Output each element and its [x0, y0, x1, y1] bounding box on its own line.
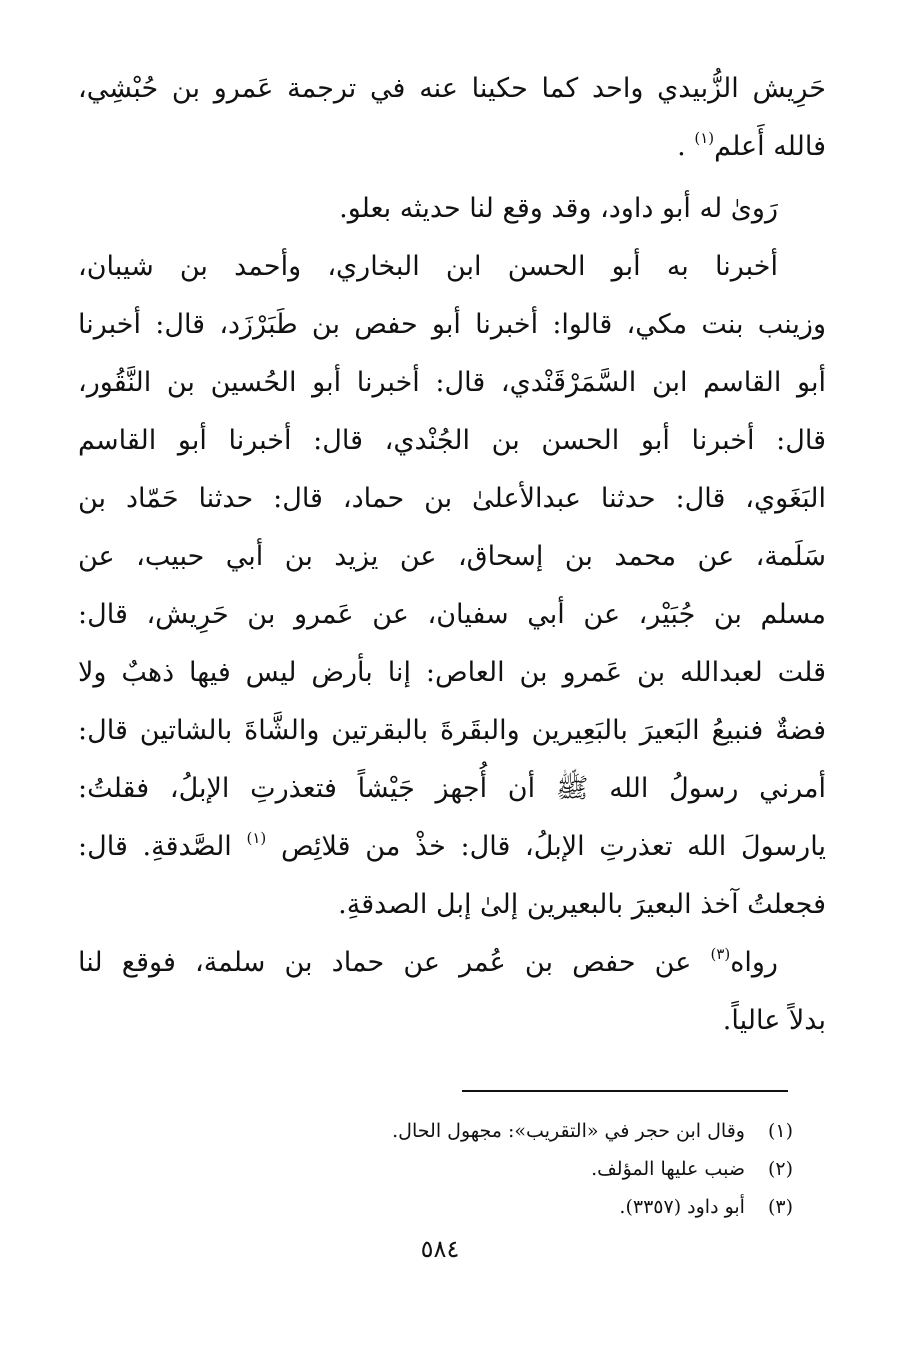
text-segment: فالله أَعلم [714, 131, 826, 162]
text-line: أبو القاسم ابن السَّمَرْقَنْدي، قال: أخبرنا أبو الحُسين بن النَّقُور، [78, 367, 826, 398]
footnote-text: أبو داود (٣٣٥٧). [619, 1196, 745, 1218]
footnote-separator [462, 1090, 788, 1092]
footnote-text: وقال ابن حجر في «التقريب»: مجهول الحال. [392, 1120, 745, 1142]
footnotes [233, 1112, 793, 1226]
footnote-number: (٢) [767, 1158, 793, 1180]
text-line: وزينب بنت مكي، قالوا: أخبرنا أبو حفص بن طَبَرْزَد، قال: أخبرنا [78, 309, 826, 340]
text-line: أمرني رسولُ الله ﷺ أن أُجهز جَيْشاً فتعذرتِ الإبلُ، فقلتُ: [78, 773, 826, 804]
footnote [233, 1188, 793, 1226]
page-number: ٥٨٤ [420, 1235, 460, 1263]
footnote-text: ضبب عليها المؤلف. [591, 1158, 745, 1180]
text-segment: الصَّدقةِ. قال: [78, 831, 232, 862]
text-segment: رواه [730, 947, 778, 978]
footnote-ref: (٣) [710, 945, 731, 963]
text-line [78, 934, 826, 992]
text-segment: . [677, 131, 686, 162]
text-line [78, 118, 826, 176]
text-line: فضةٌ فنبيعُ البَعيرَ بالبَعِيرين والبقَرةَ بالبقرتين والشَّاةَ بالشاتين قال: [78, 715, 826, 746]
text-line: حَرِيش الزُّبيدي واحد كما حكينا عنه في ترجمة عَمرو بن حُبْشِي، [78, 73, 826, 104]
footnote-number: (٣) [767, 1196, 793, 1218]
text-line: البَغَوي، قال: حدثنا عبدالأعلىٰ بن حماد، قال: حدثنا حَمّاد بن [78, 483, 826, 514]
text-line: فجعلتُ آخذ البعيرَ بالبعيرين إلىٰ إبل الصدقةِ. [338, 889, 826, 920]
text-line: بدلاً عالياً. [722, 1005, 826, 1036]
text-segment: عن حفص بن عُمر عن حماد بن سلمة، فوقع لنا [78, 947, 692, 978]
text-segment: يارسولَ الله تعذرتِ الإبلُ، قال: خذْ من قلائِص [280, 831, 826, 862]
text-line: قال: أخبرنا أبو الحسن بن الجُنْدي، قال: أخبرنا أبو القاسم [78, 425, 826, 456]
text-line [78, 818, 826, 876]
footnote [233, 1112, 793, 1150]
text-line: مسلم بن جُبَيْر، عن أبي سفيان، عن عَمرو بن حَرِيش، قال: [78, 599, 826, 630]
text-line: سَلَمة، عن محمد بن إسحاق، عن يزيد بن أبي حبيب، عن [78, 541, 826, 572]
text-line: قلت لعبدالله بن عَمرو بن العاص: إنا بأرض ليس فيها ذهبٌ ولا [78, 657, 826, 688]
footnote-ref: (١) [246, 829, 267, 847]
text-line: أخبرنا به أبو الحسن ابن البخاري، وأحمد بن شيبان، [78, 251, 778, 282]
footnote-ref: (١) [694, 129, 715, 147]
text-line: رَوىٰ له أبو داود، وقد وقع لنا حديثه بعلو. [339, 193, 778, 224]
main-text [78, 60, 826, 1050]
footnote-number: (١) [767, 1120, 793, 1142]
footnote [233, 1150, 793, 1188]
